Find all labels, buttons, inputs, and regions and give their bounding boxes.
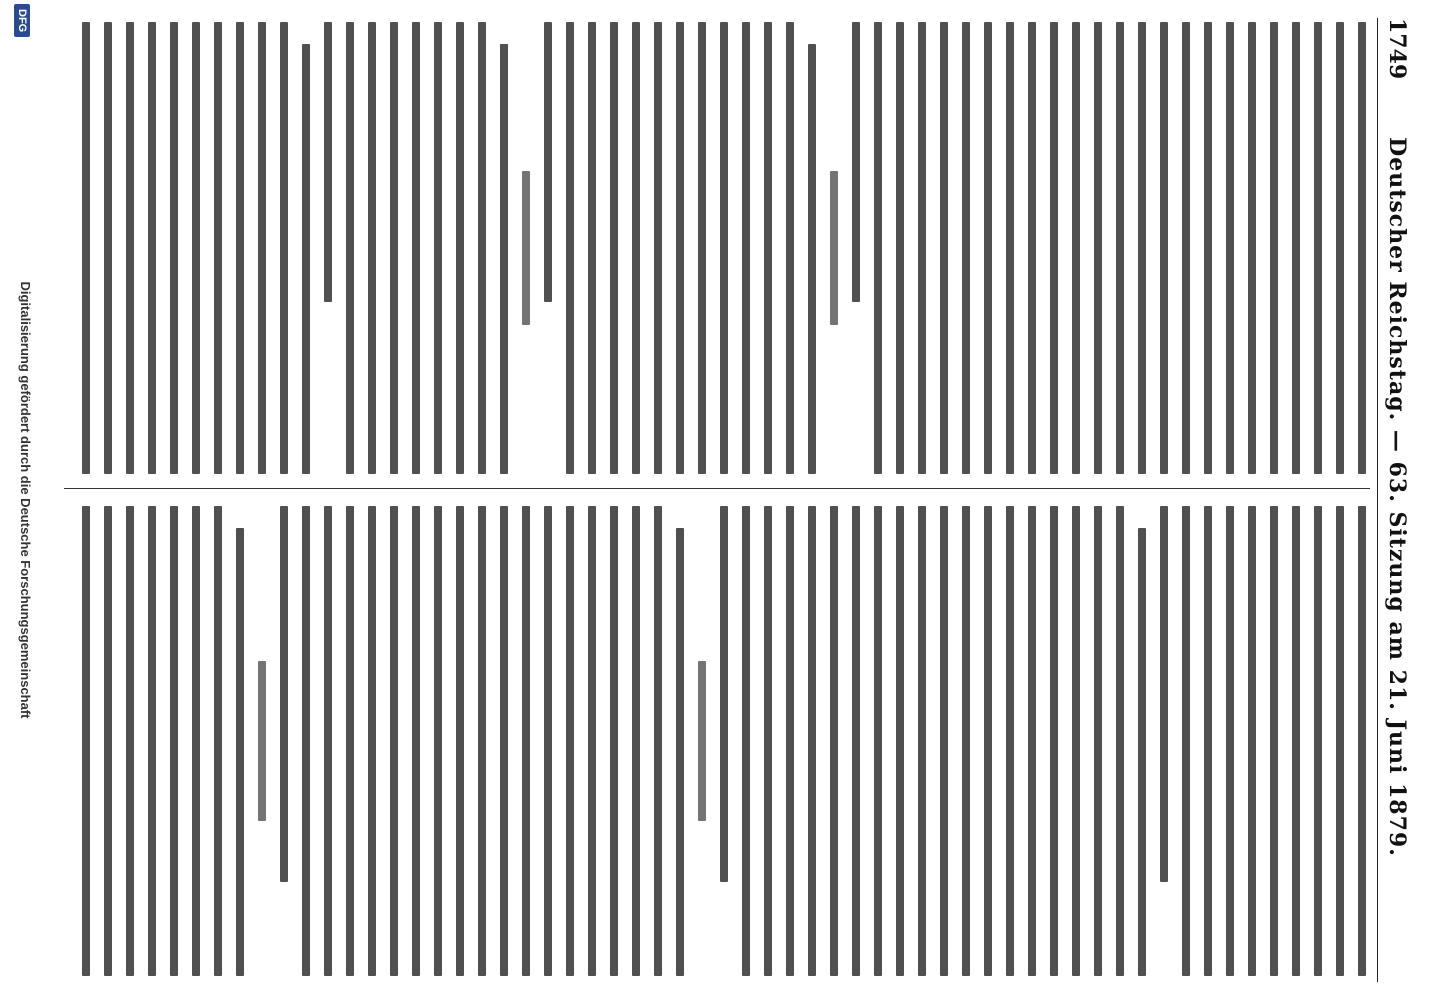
running-head: Deutscher Reichstag. — 63. Sitzung am 21. Juni 1879. bbox=[1384, 137, 1410, 857]
text-line bbox=[588, 506, 596, 976]
text-line bbox=[1270, 506, 1278, 976]
text-line bbox=[324, 506, 332, 976]
column-divider bbox=[64, 488, 1370, 489]
text-line bbox=[566, 22, 574, 474]
text-line bbox=[1204, 22, 1212, 474]
text-line bbox=[1314, 22, 1322, 474]
text-line bbox=[918, 22, 926, 474]
text-line bbox=[1006, 22, 1014, 474]
text-line bbox=[412, 22, 420, 474]
text-line bbox=[390, 506, 398, 976]
text-line bbox=[676, 22, 684, 474]
text-line bbox=[632, 22, 640, 474]
text-line bbox=[302, 44, 310, 474]
text-line bbox=[104, 22, 112, 474]
text-line bbox=[82, 22, 90, 474]
text-line bbox=[170, 506, 178, 976]
text-line bbox=[1006, 506, 1014, 976]
text-line bbox=[544, 22, 552, 302]
text-line bbox=[148, 506, 156, 976]
text-line bbox=[764, 506, 772, 976]
text-line bbox=[170, 22, 178, 474]
text-line bbox=[896, 22, 904, 474]
text-line bbox=[1182, 22, 1190, 474]
text-line bbox=[1314, 506, 1322, 976]
text-line bbox=[1270, 22, 1278, 474]
text-line bbox=[1138, 22, 1146, 474]
text-line bbox=[258, 661, 266, 821]
text-line bbox=[720, 506, 728, 882]
text-line bbox=[368, 22, 376, 474]
text-line bbox=[82, 506, 90, 976]
text-line bbox=[500, 506, 508, 976]
text-line bbox=[1116, 22, 1124, 474]
text-line bbox=[1072, 506, 1080, 976]
text-line bbox=[874, 506, 882, 976]
text-line bbox=[1204, 506, 1212, 976]
text-line bbox=[522, 171, 530, 325]
page-header bbox=[1372, 18, 1416, 976]
text-line bbox=[1050, 506, 1058, 976]
text-line bbox=[192, 506, 200, 976]
text-line bbox=[1336, 506, 1344, 976]
text-line bbox=[126, 506, 134, 976]
text-line bbox=[1226, 22, 1234, 474]
text-line bbox=[1292, 22, 1300, 474]
text-line bbox=[654, 22, 662, 474]
text-line bbox=[654, 506, 662, 976]
text-line bbox=[852, 506, 860, 976]
text-line bbox=[676, 528, 684, 976]
text-line bbox=[302, 506, 310, 976]
text-line bbox=[1336, 22, 1344, 474]
text-line bbox=[1358, 22, 1366, 474]
text-line bbox=[412, 506, 420, 976]
text-line bbox=[1116, 506, 1124, 976]
text-line bbox=[346, 22, 354, 474]
text-line bbox=[632, 506, 640, 976]
text-line bbox=[786, 22, 794, 474]
text-line bbox=[808, 506, 816, 976]
text-line bbox=[852, 22, 860, 302]
text-line bbox=[610, 506, 618, 976]
text-line bbox=[1050, 22, 1058, 474]
text-line bbox=[808, 44, 816, 474]
text-line bbox=[478, 22, 486, 474]
text-line bbox=[390, 22, 398, 474]
text-column-left bbox=[70, 22, 1366, 474]
page-number: 1749 bbox=[1384, 18, 1410, 80]
text-line bbox=[1226, 506, 1234, 976]
text-line bbox=[764, 22, 772, 474]
text-line bbox=[984, 506, 992, 976]
text-line bbox=[126, 22, 134, 474]
text-line bbox=[1094, 506, 1102, 976]
text-line bbox=[1138, 528, 1146, 976]
header-rule bbox=[1377, 18, 1378, 982]
text-line bbox=[698, 661, 706, 821]
text-line bbox=[830, 171, 838, 325]
text-column-right bbox=[70, 506, 1366, 976]
text-line bbox=[962, 506, 970, 976]
text-line bbox=[874, 22, 882, 474]
text-line bbox=[830, 506, 838, 976]
text-line bbox=[786, 506, 794, 976]
text-line bbox=[1358, 506, 1366, 976]
text-line bbox=[456, 506, 464, 976]
text-line bbox=[368, 506, 376, 976]
text-line bbox=[1094, 22, 1102, 474]
text-line bbox=[324, 22, 332, 302]
text-line bbox=[742, 22, 750, 474]
text-line bbox=[346, 506, 354, 976]
text-line bbox=[434, 506, 442, 976]
text-line bbox=[544, 506, 552, 976]
dfg-logo: DFG bbox=[14, 4, 30, 37]
text-line bbox=[1028, 506, 1036, 976]
text-line bbox=[1248, 506, 1256, 976]
text-line bbox=[940, 506, 948, 976]
text-line bbox=[148, 22, 156, 474]
text-line bbox=[698, 22, 706, 474]
text-line bbox=[962, 22, 970, 474]
text-line bbox=[1182, 506, 1190, 976]
text-line bbox=[1072, 22, 1080, 474]
text-line bbox=[192, 22, 200, 474]
text-line bbox=[1160, 22, 1168, 474]
digitization-note: Digitalisierung gefördert durch die Deutsche Forschungsgemeinschaft bbox=[18, 281, 33, 719]
text-line bbox=[896, 506, 904, 976]
text-line bbox=[984, 22, 992, 474]
text-line bbox=[214, 22, 222, 474]
text-line bbox=[214, 506, 222, 976]
text-line bbox=[104, 506, 112, 976]
text-line bbox=[236, 528, 244, 976]
text-line bbox=[940, 22, 948, 474]
text-line bbox=[566, 506, 574, 976]
text-line bbox=[1028, 22, 1036, 474]
text-line bbox=[1160, 506, 1168, 882]
text-line bbox=[918, 506, 926, 976]
text-line bbox=[478, 506, 486, 976]
text-line bbox=[280, 22, 288, 474]
text-line bbox=[1292, 506, 1300, 976]
text-line bbox=[1248, 22, 1256, 474]
text-line bbox=[456, 22, 464, 474]
text-line bbox=[500, 44, 508, 474]
text-line bbox=[280, 506, 288, 882]
text-line bbox=[720, 22, 728, 474]
text-line bbox=[258, 22, 266, 474]
text-line bbox=[236, 22, 244, 474]
text-line bbox=[434, 22, 442, 474]
text-line bbox=[742, 506, 750, 976]
text-line bbox=[610, 22, 618, 474]
text-line bbox=[588, 22, 596, 474]
text-line bbox=[522, 506, 530, 976]
